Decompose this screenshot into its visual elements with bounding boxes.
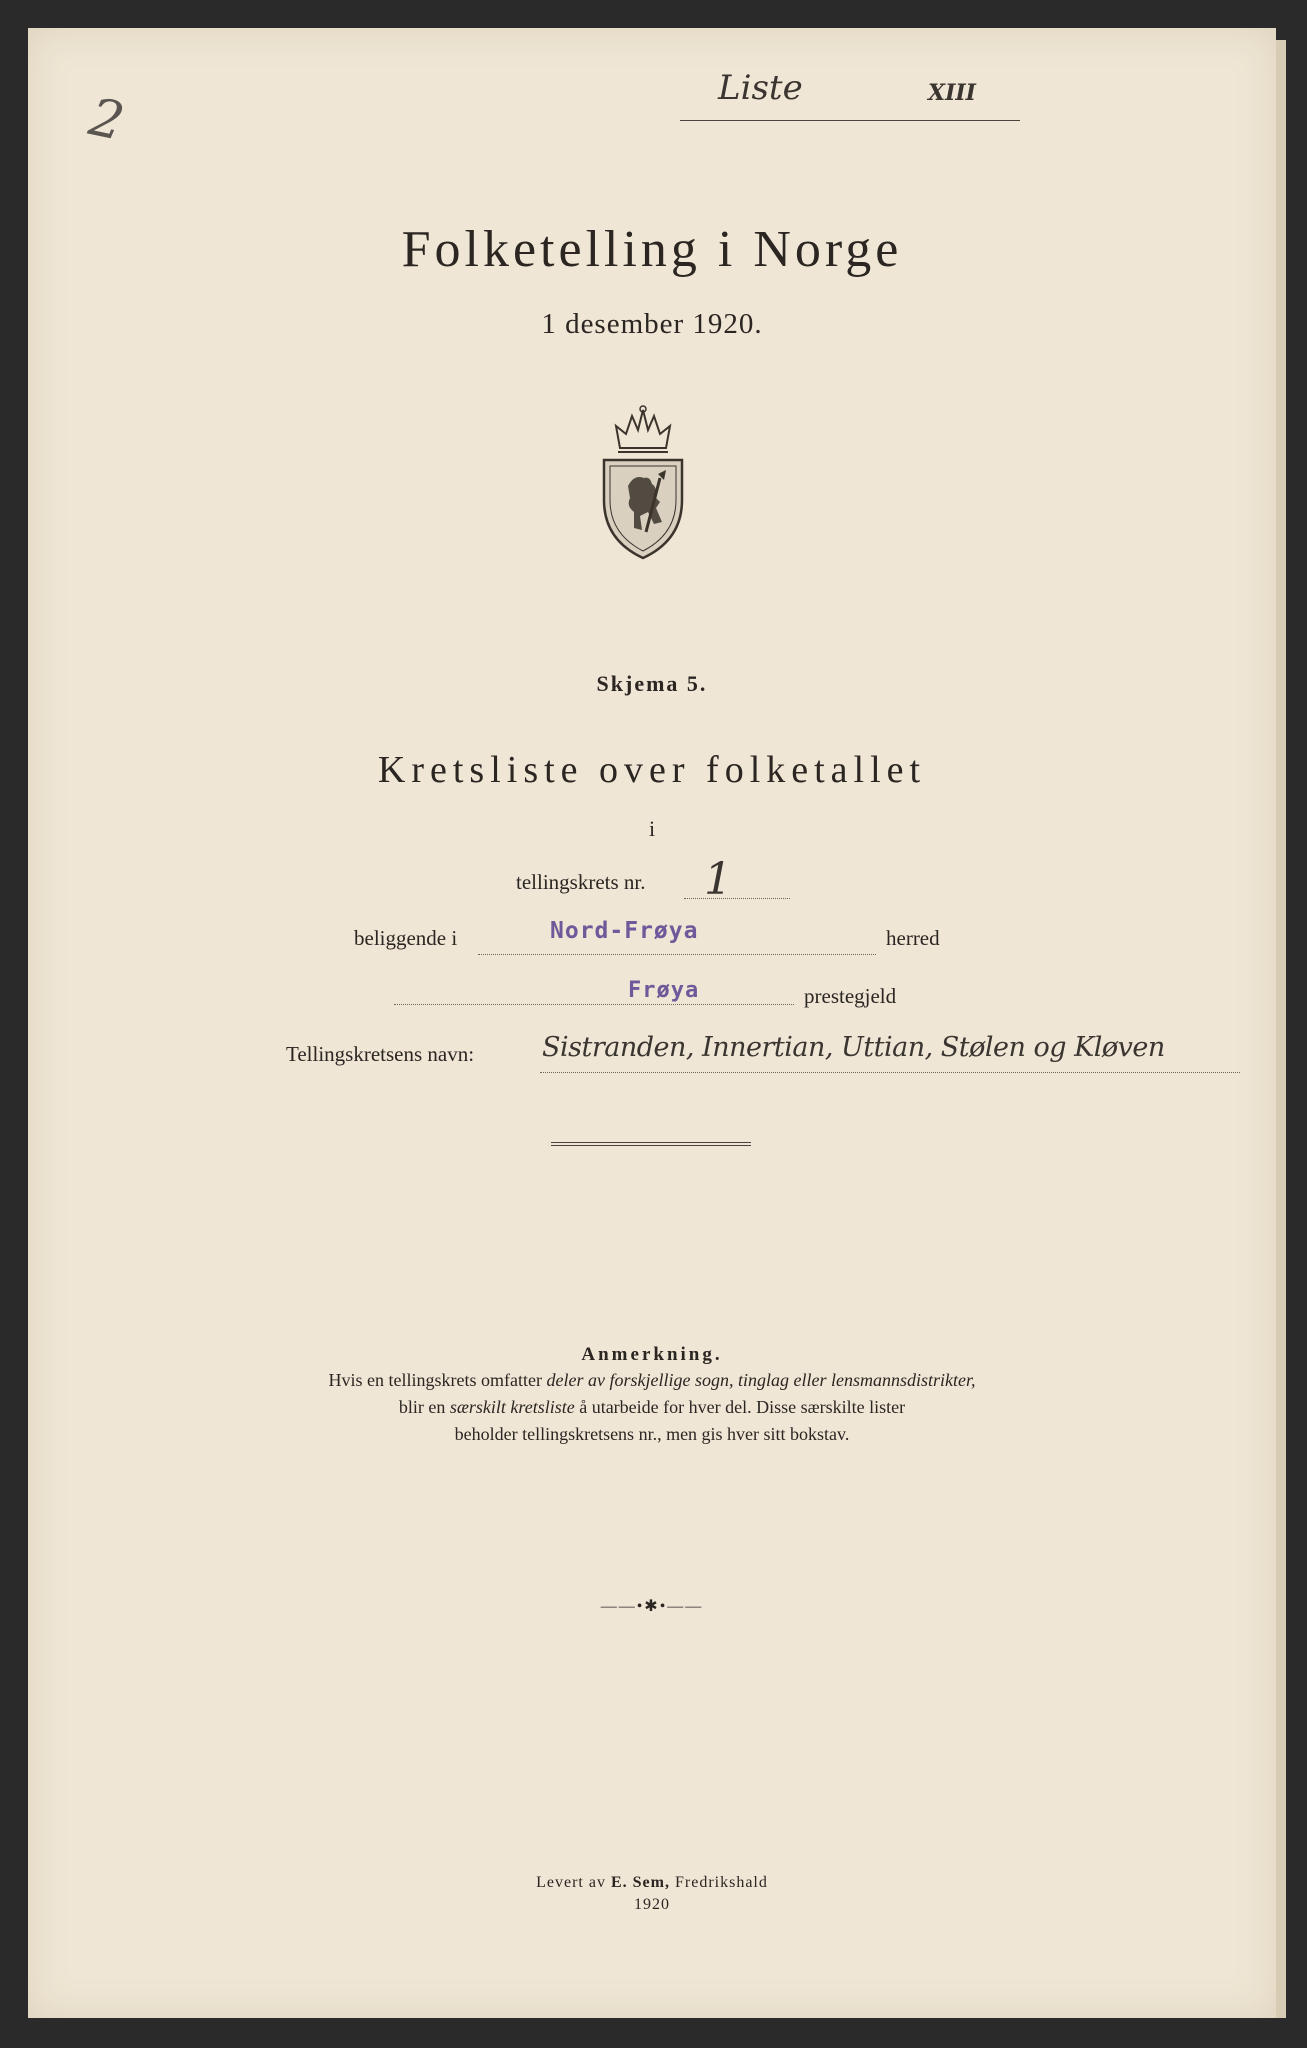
note-line-2: [28, 1397, 1276, 1418]
note-heading: Anmerkning.: [581, 1344, 723, 1365]
note-line-1: [28, 1370, 1276, 1391]
page-edge: [1276, 40, 1286, 2018]
kretsnavn-value: Sistranden, Innertian, Uttian, Stølen og Kløven: [542, 1032, 1165, 1063]
prestegjeld-row: [394, 972, 954, 1020]
coat-of-arms-icon: [596, 404, 690, 560]
printer-name: E. Sem,: [610, 1874, 670, 1891]
page-title: Folketelling i Norge: [401, 221, 903, 278]
tellingskrets-number: 1: [704, 854, 732, 905]
kretsnavn-row: [286, 1028, 1266, 1088]
census-date: 1 desember 1920.: [541, 308, 763, 340]
note-line-2-italic: særskilt kretsliste: [449, 1397, 575, 1417]
note-line-3: beholder tellingskretsens nr., men gis hver sitt bokstav.: [454, 1424, 850, 1444]
prestegjeld-dotline: [394, 1004, 794, 1005]
liste-number: XIII: [928, 80, 976, 106]
note-line-1-italic: deler av forskjellige sogn, tinglag eller lensmannsdistrikter,: [546, 1370, 976, 1390]
printer-line: [28, 1874, 1276, 1892]
pencil-mark: 2: [84, 87, 129, 153]
note-line-1-plain: Hvis en tellingskrets omfatter: [328, 1370, 547, 1390]
kretsnavn-dotline: [540, 1072, 1240, 1073]
liste-label: Liste: [718, 68, 803, 108]
document-page: [28, 28, 1276, 2018]
liste-underline: [680, 120, 1020, 121]
beliggende-label: beliggende i: [354, 926, 458, 950]
schema-label: Skjema 5.: [596, 671, 708, 696]
kretsnavn-label: Tellingskretsens navn:: [286, 1042, 475, 1066]
form-subtitle: Kretsliste over folketallet: [377, 749, 927, 791]
tellingskrets-row: [516, 854, 816, 908]
ornament: ——•✱•——: [600, 1598, 704, 1615]
prestegjeld-label: prestegjeld: [804, 984, 897, 1008]
printer-prefix: Levert av: [536, 1874, 611, 1891]
herred-label: herred: [886, 926, 940, 950]
tellingskrets-dotline: [684, 898, 790, 899]
liste-field: [680, 66, 1020, 122]
note-line-2-plain-a: blir en: [398, 1397, 450, 1417]
note-line-2-plain-b: å utarbeide for hver del. Disse særskilte lister: [574, 1397, 906, 1417]
tellingskrets-label: tellingskrets nr.: [516, 870, 646, 894]
herred-dotline: [478, 954, 876, 955]
printer-year: 1920: [634, 1896, 670, 1913]
printer-city: Fredrikshald: [669, 1874, 768, 1891]
prestegjeld-stamp: Frøya: [628, 978, 700, 1003]
preposition-i: i: [648, 816, 656, 841]
herred-row: [354, 914, 994, 962]
herred-stamp: Nord-Frøya: [550, 918, 699, 944]
separator-rule: [551, 1142, 751, 1146]
